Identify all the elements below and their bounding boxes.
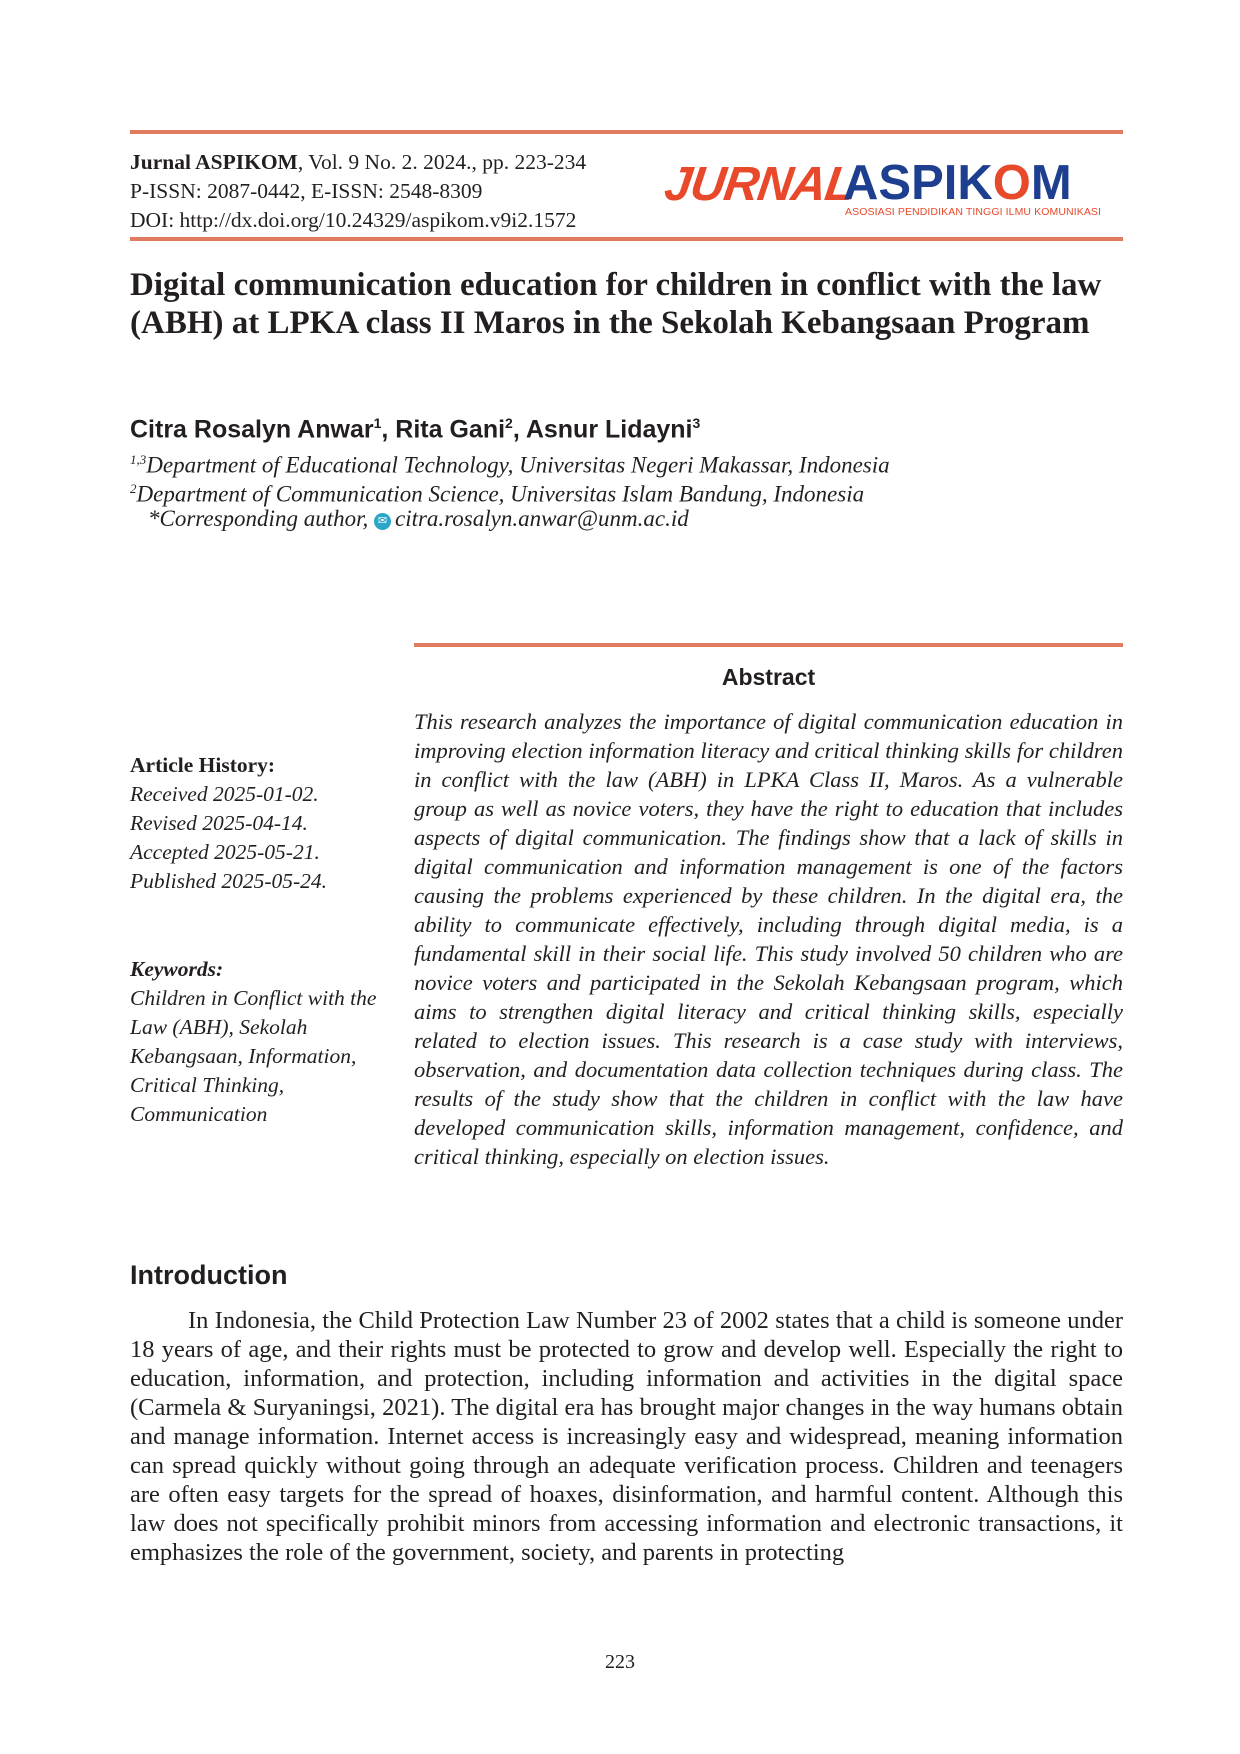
author-name: Rita Gani [395, 415, 506, 444]
affiliation-sup: 1,3 [130, 452, 147, 467]
journal-header [130, 148, 586, 235]
history-revised: Revised 2025-04-14. [130, 811, 308, 835]
corresponding-label: *Corresponding author, [148, 506, 374, 531]
introduction-paragraph: In Indonesia, the Child Protection Law Number 23 of 2002 states that a child is someone under 18 years of age, and their rights must be protected to grow and develop well. Especially the right to education, information, and protection, including information and activities in the digital space (Carmela & Suryaningsi, 2021). The digital era has brought major changes in the way humans obtain and manage information. Internet access is increasingly easy and widespread, meaning information can spread quickly without going through an adequate verification process. Children and teenagers are often easy targets for the spread of hoaxes, disinformation, and harmful content. Although this law does not specifically prohibit minors from accessing information and electronic transactions, it emphasizes the role of the government, society, and parents in protecting [130, 1307, 1123, 1566]
journal-issn: P-ISSN: 2087-0442, E-ISSN: 2548-8309 [130, 179, 483, 203]
logo-m: M [1030, 156, 1072, 210]
logo-subtitle: ASOSIASI PENDIDIKAN TINGGI ILMU KOMUNIKASI [845, 206, 1102, 218]
journal-doi[interactable]: DOI: http://dx.doi.org/10.24329/aspikom.v9i2.1572 [130, 208, 577, 232]
affiliation-sup: 2 [130, 481, 137, 496]
keywords-block [130, 955, 380, 1129]
journal-volume: , Vol. 9 No. 2. 2024., pp. 223-234 [297, 150, 587, 174]
logo-word-aspikom [843, 158, 1072, 208]
header-top-rule [130, 130, 1123, 134]
keywords-label: Keywords: [130, 957, 224, 981]
history-published: Published 2025-05-24. [130, 869, 328, 893]
article-history-label: Article History: [130, 753, 276, 777]
journal-citation [130, 148, 586, 177]
affiliation-text: Department of Educational Technology, Universitas Negeri Makassar, Indonesia [146, 452, 890, 478]
article-history [130, 751, 380, 896]
corresponding-email[interactable]: citra.rosalyn.anwar@unm.ac.id [394, 506, 689, 531]
affiliation-text: Department of Communication Science, Universitas Islam Bandung, Indonesia [136, 481, 865, 507]
author-name: Citra Rosalyn Anwar [130, 415, 374, 444]
author-sup: 1 [373, 415, 382, 431]
logo-word-jurnal: JURNAL [661, 158, 858, 211]
paper-title: Digital communication education for children in conflict with the law (ABH) at LPKA class II Maros in the Sekolah Kebangsaan Program [130, 267, 1102, 341]
page-number: 223 [605, 1651, 635, 1673]
journal-logo [661, 156, 1125, 220]
journal-name: Jurnal ASPIKOM [130, 150, 298, 174]
abstract-rule [414, 643, 1123, 647]
corresponding-author [148, 504, 689, 533]
author-list: Citra Rosalyn Anwar$^1$, Rita Gani$^2$, Asnur Lidayni$^3$ [130, 415, 701, 444]
author-name: Asnur Lidayni [525, 415, 693, 444]
keywords-text: Children in Conflict with the Law (ABH), Sekolah Kebangsaan, Information, Critical Thinking, Communication [130, 986, 377, 1126]
history-received: Received 2025-01-02. [130, 782, 319, 806]
author-sup: 3 [692, 415, 701, 431]
logo-o: O [992, 156, 1031, 210]
abstract-heading: Abstract [721, 664, 816, 690]
abstract-text: This research analyzes the importance of digital communication education in improving election information literacy and critical thinking skills for children in conflict with the law (ABH) in LPKA Class II, Maros. As a vulnerable group as well as novice voters, they have the right to education that includes aspects of digital communication. The findings show that a lack of skills in digital communication and information management is one of the factors causing the problems experienced by these children. In the digital era, the ability to communicate effectively, including through digital media, is a fundamental skill in their social life. This study involved 50 children who are novice voters and participated in the Sekolah Kebangsaan program, which aims to strengthen digital literacy and critical thinking skills, especially related to election issues. This research is a case study with interviews, observation, and documentation data collection techniques during class. The results of the study show that the children in conflict with the law have developed communication skills, information management, confidence, and critical thinking, especially on election issues. [414, 709, 1123, 1169]
author-sup: 2 [505, 415, 513, 431]
history-accepted: Accepted 2025-05-21. [130, 840, 320, 864]
introduction-heading: Introduction [130, 1260, 288, 1290]
mail-icon: ✉ [374, 513, 391, 530]
header-bottom-rule [130, 237, 1123, 241]
logo-aspik: ASPIK [843, 156, 993, 210]
